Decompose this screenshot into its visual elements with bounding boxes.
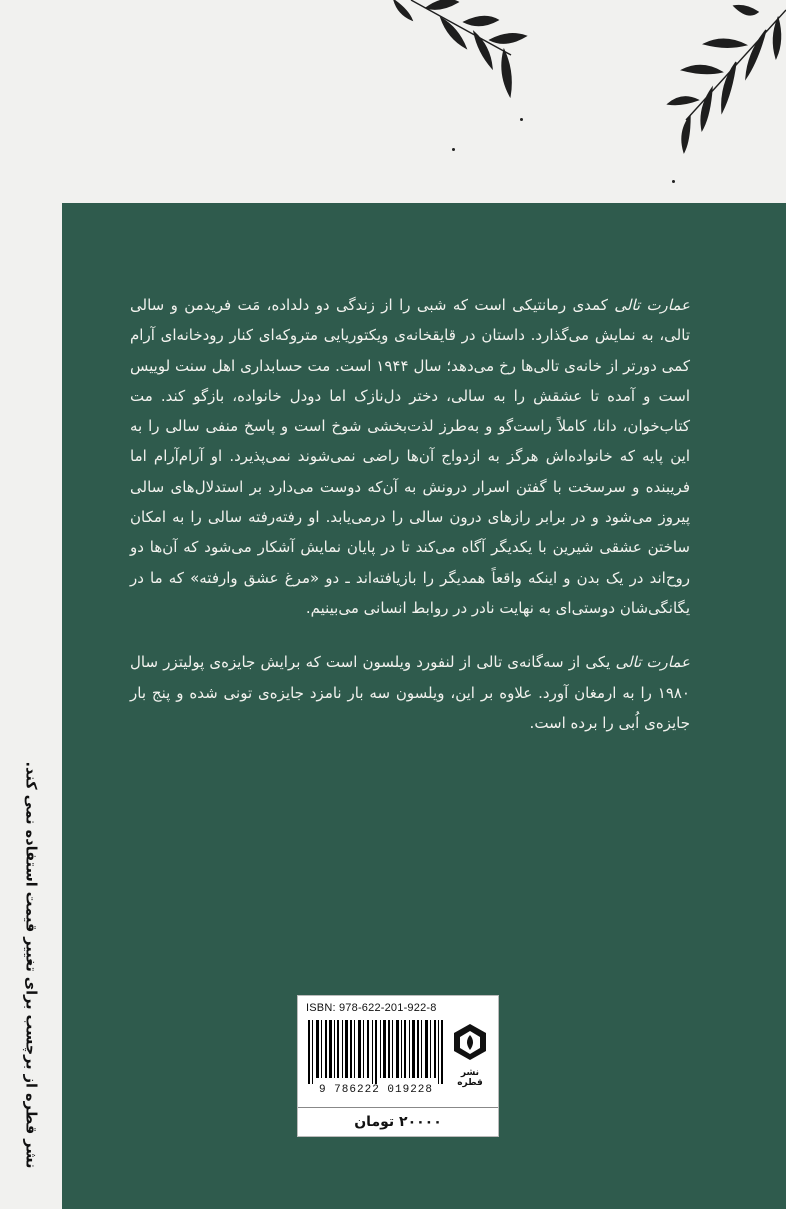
blurb-text-1: کمدی رمانتیکی است که شبی را از زندگی دو دلداده، مَت فریدمن و سالی تالی، به نمایش می‌گذارد. داستان در قایقخانه‌ی ویکتوریایی متروکه‌ای کنار رودخانه‌ای آرام کمی دورتر از خانه‌ی تالی‌ها رخ می‌دهد؛ سال ۱۹۴۴ است. مت حسابداری اهل سنت لوییس است و آمده تا عشقش را به سالی، دختر دل‌نازک اما دودل خانواده، بازگو کند. مت کتاب‌خوان، دانا، کاملاً راست‌گو و به‌طرز لذت‌بخشی شوخ است و پاسخ منفی سالی را به این پایه که خانواده‌اش هرگز به ازدواج آن‌ها راضی نمی‌شوند نمی‌پذیرد. او آرام‌آرام اما فریبنده و سرسخت با گفتن اسرار درونش به آن‌که دوست می‌دارد بر استدلال‌های سالی پیروز می‌شود و در برابر رازهای درون سالی را درمی‌یابد. او رفته‌رفته سالی را به امکان ساختن عشقی شیرین با یکدیگر آگاه می‌کند تا در پایان نمایش آشکار می‌شود که آن‌ها دو روح‌اند در یک بدن و اینکه واقعاً همدیگر را بازیافته‌اند ـ دو «مرغ عشق وارفته» که ما در یگانگی‌شان دوستی‌ای به نهایت نادر در روابط انسانی می‌بینیم. <box>130 296 690 617</box>
book-title-inline: عمارت تالی <box>614 296 690 314</box>
qatreh-publisher-logo <box>452 1022 488 1062</box>
blurb-paragraph-1 <box>130 290 690 623</box>
side-note-text: نشر قطره از برچسب برای تغییر قیمت استفاده نمی کند. <box>22 761 39 1169</box>
book-title-inline: عمارت تالی <box>615 653 690 672</box>
blurb-paragraph-2 <box>130 647 690 738</box>
price-label: ۲۰۰۰۰ تومان <box>298 1107 498 1136</box>
leaf-speck <box>672 180 675 183</box>
book-blurb <box>130 290 690 738</box>
leaf-branch-icon <box>386 0 786 170</box>
isbn-text: ISBN: 978-622-201-922-8 <box>306 1002 437 1014</box>
blurb-text-2: یکی از سه‌گانه‌ی تالی از لنفورد ویلسون است که برایش جایزه‌ی پولیتزر سال ۱۹۸۰ را به ارمغان آورد. علاوه بر این، ویلسون سه بار نامزد جایزه‌ی تونی شده و پنج بار جایزه‌ی اُبی را برده است. <box>130 653 690 732</box>
publisher-logo <box>450 1022 490 1088</box>
leaf-speck <box>452 148 455 151</box>
barcode-icon <box>306 1020 446 1084</box>
leaf-speck <box>520 118 523 121</box>
price-label-note <box>0 760 60 1170</box>
barcode-box <box>297 995 499 1137</box>
barcode-digits: 9 786222 019228 <box>318 1084 434 1096</box>
publisher-name: نشر قطره <box>457 1068 483 1088</box>
